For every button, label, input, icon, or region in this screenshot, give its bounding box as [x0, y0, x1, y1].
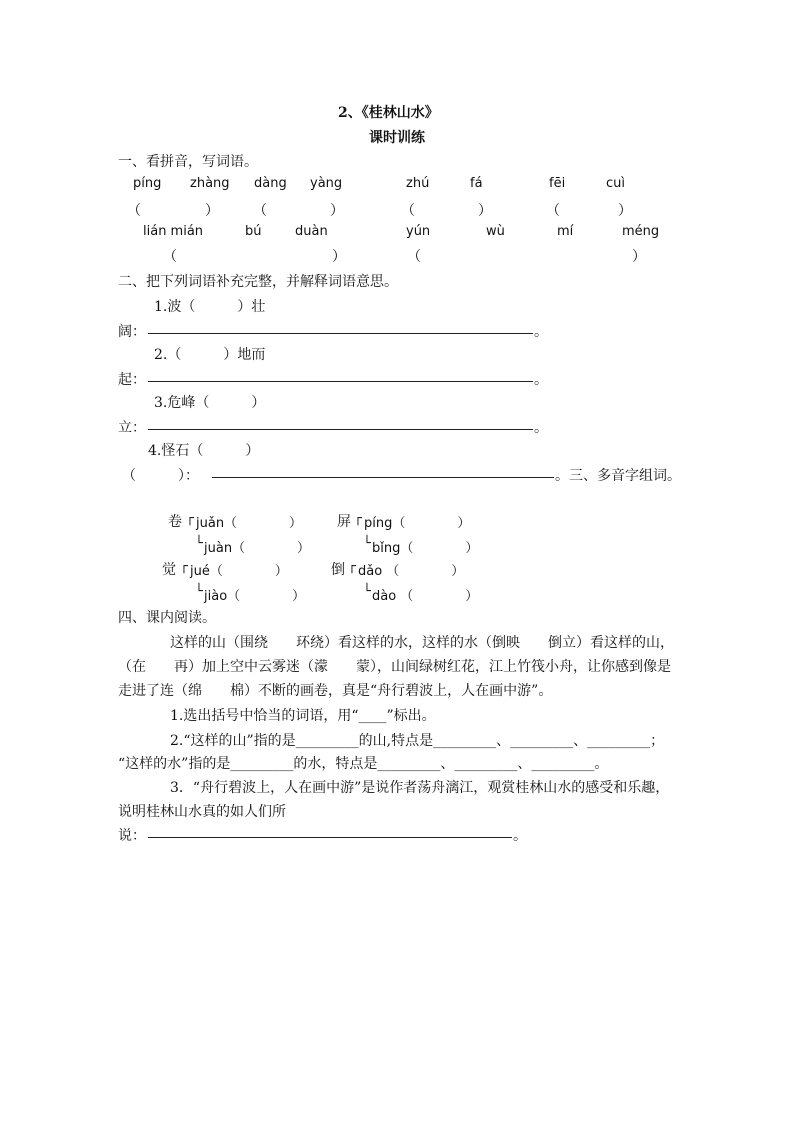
question-2-line-2: “这样的水”指的是_________的水，特点是_________、_________、_________。 [118, 756, 609, 772]
answer-bracket-open: （ [407, 249, 421, 265]
idiom-item-3: 3.危峰（ ） [154, 395, 266, 411]
polyphone-ping-reading-1: píng（ ） [364, 516, 471, 531]
polyphone-jue-reading-2: jiào（ ） [204, 589, 306, 604]
idiom-item-2-prefix: 起： [118, 372, 146, 388]
answer-bracket-close: ） [618, 203, 632, 219]
question-3-end: 。 [513, 828, 527, 844]
pinyin-meng: méng [622, 224, 660, 239]
page-subtitle: 课时训练 [369, 130, 425, 146]
idiom-item-2: 2.（ ）地而 [154, 347, 266, 363]
answer-bracket-open: （ [546, 203, 560, 219]
answer-line [148, 381, 533, 382]
answer-line [148, 333, 533, 334]
pinyin-yang: yàng [310, 176, 343, 191]
pinyin-cui: cuì [606, 176, 625, 191]
polyphone-juan-reading-1: juǎn（ ） [196, 516, 303, 531]
answer-line [148, 429, 533, 430]
answer-bracket-close: ） [478, 203, 492, 219]
pinyin-fei: fēi [549, 176, 566, 191]
answer-bracket-close: ） [205, 203, 219, 219]
answer-bracket-close: ） [330, 203, 344, 219]
idiom-item-1-prefix: 阔： [118, 324, 146, 340]
brace-top: ┌ [348, 559, 356, 574]
idiom-item-1: 1.波（ ）壮 [154, 299, 266, 315]
pinyin-dang: dàng [254, 176, 287, 191]
question-3-line-2: 说明桂林山水真的如人们所 [118, 804, 286, 820]
brace-bottom: └ [363, 584, 371, 599]
question-2-line-1: 2.“这样的山”指的是_________的山,特点是_________、_________、_________； [170, 733, 665, 749]
brace-top: ┌ [354, 511, 362, 526]
question-3-prefix: 说： [118, 828, 146, 844]
idiom-item-4-prefix: （ ）： [122, 468, 199, 484]
idiom-item-3-end: 。 [534, 420, 548, 436]
polyphone-dao-reading-1: dǎo （ ） [358, 564, 465, 579]
pinyin-duan: duàn [295, 224, 328, 239]
brace-bottom: └ [195, 584, 203, 599]
reading-passage-line-3: 走进了连（绵 棉）不断的画卷，真是“舟行碧波上，人在画中游”。 [118, 683, 553, 699]
pinyin-yun: yún [406, 224, 431, 239]
pinyin-zhu: zhú [406, 176, 430, 191]
question-1: 1.选出括号中恰当的词语，用“____”标出。 [170, 708, 436, 724]
pinyin-fa: fá [470, 176, 483, 191]
idiom-item-4-end: 。三、多音字组词。 [555, 468, 681, 484]
idiom-item-4: 4.怪石（ ） [148, 443, 260, 459]
polyphone-char-dao: 倒 [331, 562, 345, 578]
polyphone-ping-reading-2: bǐng（ ） [372, 541, 479, 556]
pinyin-wu: wù [486, 224, 505, 239]
answer-bracket-open: （ [127, 203, 141, 219]
answer-bracket-close: ） [632, 249, 646, 265]
polyphone-juan-reading-2: juàn（ ） [204, 541, 311, 556]
section1-heading: 一、看拼音，写词语。 [118, 154, 258, 170]
brace-bottom: └ [363, 536, 371, 551]
pinyin-ping: píng [133, 176, 162, 191]
page-title: 2、《桂林山水》 [338, 105, 439, 121]
pinyin-lianmian: lián mián [143, 224, 204, 239]
answer-bracket-close: ） [332, 249, 346, 265]
section4-heading: 四、课内阅读。 [118, 610, 216, 626]
answer-line [148, 837, 512, 838]
answer-bracket-open: （ [253, 203, 267, 219]
reading-passage-line-1: 这样的山（围绕 环绕）看这样的水，这样的水（倒映 倒立）看这样的山， [170, 635, 674, 651]
polyphone-jue-reading-1: jué（ ） [190, 564, 288, 579]
brace-top: ┌ [180, 559, 188, 574]
answer-line [212, 477, 554, 478]
brace-top: ┌ [186, 511, 194, 526]
answer-bracket-open: （ [163, 249, 177, 265]
pinyin-mi: mí [557, 224, 574, 239]
idiom-item-2-end: 。 [534, 372, 548, 388]
idiom-item-3-prefix: 立： [118, 420, 146, 436]
polyphone-char-ping: 屏 [337, 514, 351, 530]
pinyin-bu: bú [245, 224, 262, 239]
section2-heading: 二、把下列词语补充完整，并解释词语意思。 [118, 274, 398, 290]
brace-bottom: └ [195, 536, 203, 551]
reading-passage-line-2: （在 再）加上空中云雾迷（濛 蒙），山间绿树红花，江上竹筏小舟，让你感到像是 [118, 659, 671, 675]
idiom-item-1-end: 。 [534, 324, 548, 340]
question-3-line-1: 3．“舟行碧波上，人在画中游”是说作者荡舟漓江，观赏桂林山水的感受和乐趣， [170, 780, 670, 796]
polyphone-dao-reading-2: dào （ ） [372, 589, 479, 604]
pinyin-zhang: zhàng [190, 176, 230, 191]
polyphone-char-jue: 觉 [162, 562, 176, 578]
polyphone-char-juan: 卷 [168, 514, 182, 530]
answer-bracket-open: （ [401, 203, 415, 219]
